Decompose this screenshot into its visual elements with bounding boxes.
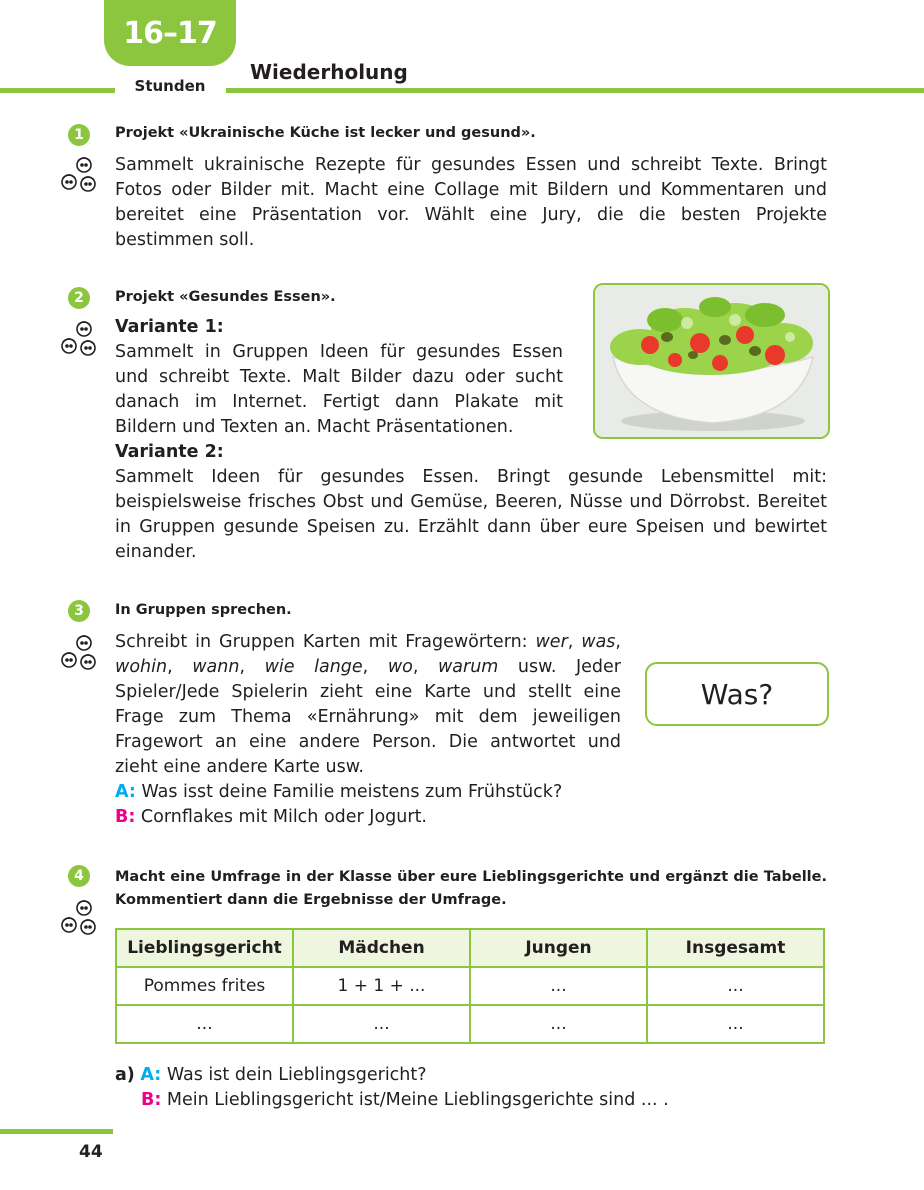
table-cell: 1 + 1 + ... bbox=[293, 967, 470, 1005]
group-work-icon bbox=[56, 895, 100, 943]
speaker-b-label: B: bbox=[141, 1090, 162, 1110]
table-header-row bbox=[116, 929, 824, 967]
exercise-number-3: 3 bbox=[68, 600, 90, 622]
speaker-a-text: Was isst deine Familie meistens zum Frühstück? bbox=[141, 782, 563, 802]
sub-task-label: a) bbox=[115, 1065, 135, 1085]
variant-1-label: Variante 1: bbox=[115, 317, 224, 337]
exercise-number-2: 2 bbox=[68, 287, 90, 309]
group-work-icon bbox=[56, 316, 100, 364]
exercise-number-4: 4 bbox=[68, 865, 90, 887]
table-cell: ... bbox=[647, 967, 824, 1005]
footer-rule bbox=[0, 1129, 113, 1134]
variant-2-text: Sammelt Ideen für gesundes Essen. Bringt gesunde Lebensmittel mit: beispielsweise frisches Obst und Gemüse, Beeren, Nüsse und Dörrobst. Bereitet in Gruppen gesunde Speisen zu. Erzählt dann über eure Speisen und bewirtet einander. bbox=[115, 467, 827, 562]
table-cell: ... bbox=[470, 967, 647, 1005]
speaker-a-text: Was ist dein Lieblingsgericht? bbox=[166, 1065, 427, 1085]
table-row bbox=[116, 1005, 824, 1043]
speaker-b-label: B: bbox=[115, 807, 136, 827]
table-header-cell: Insgesamt bbox=[647, 929, 824, 967]
question-card bbox=[645, 662, 829, 726]
table-header-cell: Lieblingsgericht bbox=[116, 929, 293, 967]
exercise-3-intro: Schreibt in Gruppen Karten mit Fragewörtern: bbox=[115, 632, 536, 652]
speaker-b-text: Mein Lieblingsgericht ist/Meine Lieblingsgerichte sind ... . bbox=[166, 1090, 669, 1110]
salad-photo bbox=[593, 283, 830, 439]
survey-table bbox=[115, 928, 825, 1044]
page-number: 44 bbox=[79, 1142, 103, 1162]
exercise-3-rest: usw. Jeder Spieler/Jede Spielerin zieht eine Karte und stellt eine Frage zum Thema «Ernährung» mit dem jeweiligen Fragewort an eine andere Person. Die antwortet und zieht eine andere Karte usw. bbox=[115, 657, 621, 777]
speaker-b-text: Cornflakes mit Milch oder Jogurt. bbox=[140, 807, 427, 827]
exercise-4-title: Macht eine Umfrage in der Klasse über eure Lieblingsgerichte und ergänzt die Tabelle. Kommentiert dann die Ergebnisse der Umfrage. bbox=[115, 869, 827, 908]
question-word-wohin: wohin bbox=[115, 657, 168, 677]
variant-2-label: Variante 2: bbox=[115, 442, 224, 462]
exercise-1-title: Projekt «Ukrainische Küche ist lecker und gesund». bbox=[115, 125, 536, 141]
question-word-wer: wer bbox=[535, 632, 568, 652]
lesson-number-tab bbox=[104, 0, 236, 66]
table-header-cell: Mädchen bbox=[293, 929, 470, 967]
exercise-number-1: 1 bbox=[68, 124, 90, 146]
group-work-icon bbox=[56, 152, 100, 200]
header-rule-right bbox=[226, 88, 924, 93]
question-word-wo: wo bbox=[387, 657, 413, 677]
header-rule-left bbox=[0, 88, 115, 93]
exercise-4a-line-a bbox=[115, 1063, 815, 1088]
variant-1-text: Sammelt in Gruppen Ideen für gesundes Essen und schreibt Texte. Malt Bilder dazu oder sucht danach im Internet. Fertigt dann Plakate mit Bildern und Texten an. Macht Präsentationen. bbox=[115, 342, 563, 437]
dialogue-line-a bbox=[115, 780, 675, 805]
dialogue-line-b bbox=[115, 805, 675, 830]
exercise-2-title: Projekt «Gesundes Essen». bbox=[115, 289, 336, 305]
table-row bbox=[116, 967, 824, 1005]
exercise-4a-line-b bbox=[141, 1088, 831, 1113]
exercise-3-text: Schreibt in Gruppen Karten mit Fragewörtern: wer, was, wohin, wann, wie lange, wo, warum usw. Jeder Spieler/Jede Spielerin zieht eine Karte und stellt eine Frage zum Thema «Ernährung» mit dem jeweiligen Fragewort an eine andere Person. Die antwortet und zieht eine andere Karte usw. bbox=[115, 632, 621, 777]
table-header-cell: Jungen bbox=[470, 929, 647, 967]
question-word-wie-lange: wie lange bbox=[264, 657, 363, 677]
table-cell: ... bbox=[470, 1005, 647, 1043]
lesson-number: 16–17 bbox=[123, 15, 217, 51]
question-word-wann: wann bbox=[192, 657, 240, 677]
exercise-2-variant-1 bbox=[115, 315, 563, 440]
salad-illustration bbox=[595, 285, 828, 437]
exercise-2-variant-2 bbox=[115, 440, 827, 565]
exercise-1-text: Sammelt ukrainische Rezepte für gesundes Essen und schreibt Texte. Bringt Fotos oder Bilder mit. Macht eine Collage mit Bildern und Kommentaren und bereitet eine Präsentation vor. Wählt eine Jury, die die besten Projekte bestimmen soll. bbox=[115, 155, 827, 250]
table-cell: Pommes frites bbox=[116, 967, 293, 1005]
question-card-text: Was? bbox=[700, 677, 774, 711]
table-cell: ... bbox=[647, 1005, 824, 1043]
page-title: Wiederholung bbox=[250, 60, 408, 84]
exercise-3-title: In Gruppen sprechen. bbox=[115, 602, 292, 618]
table-cell: ... bbox=[116, 1005, 293, 1043]
speaker-a-label: A: bbox=[140, 1065, 162, 1085]
lesson-word: Stunden bbox=[134, 77, 206, 95]
question-word-was: was bbox=[581, 632, 616, 652]
question-word-warum: warum bbox=[437, 657, 499, 677]
speaker-a-label: A: bbox=[115, 782, 136, 802]
group-work-icon bbox=[56, 630, 100, 678]
table-cell: ... bbox=[293, 1005, 470, 1043]
